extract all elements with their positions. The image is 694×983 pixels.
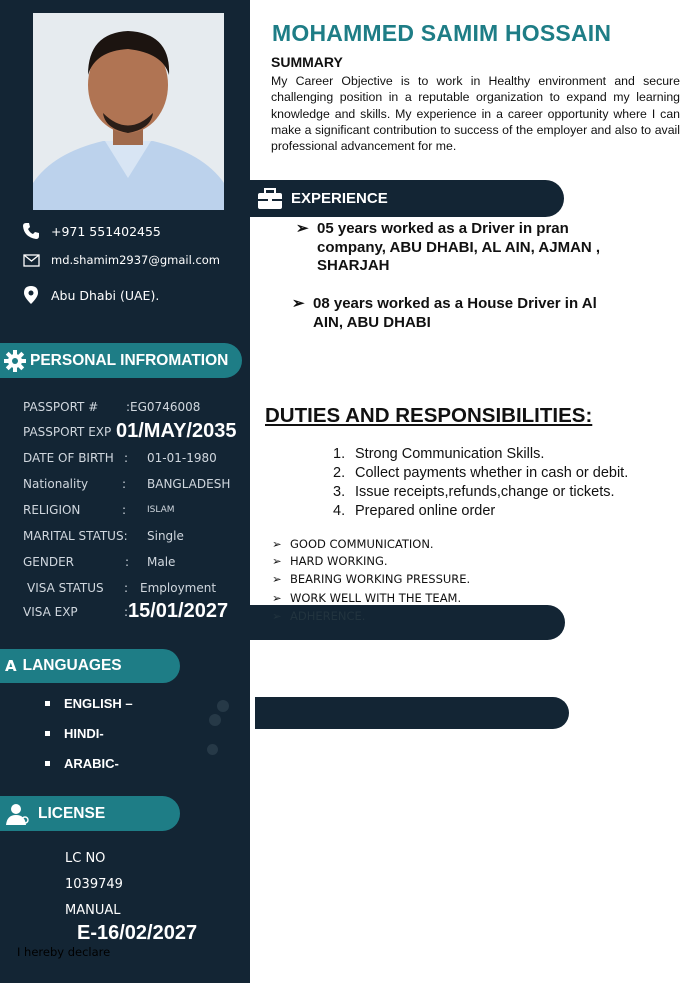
dob-value: 01-01-1980 bbox=[147, 451, 217, 465]
arrow-bullet-icon: ➢ bbox=[272, 591, 282, 605]
duty-item: 3. Issue receipts,refunds,change or tickets. bbox=[333, 484, 615, 500]
profile-photo bbox=[33, 13, 224, 210]
arrow-bullet-icon: ➢ bbox=[272, 537, 282, 551]
dark-bar bbox=[255, 697, 569, 729]
language-label: HINDI- bbox=[64, 726, 104, 741]
bullet-icon bbox=[45, 701, 50, 706]
personal-info-heading bbox=[0, 343, 242, 378]
license-type: MANUAL bbox=[65, 903, 121, 918]
visa-status-row bbox=[23, 581, 248, 601]
visa-status-label: VISA STATUS bbox=[27, 581, 104, 595]
marital-label: MARITAL STATUS: bbox=[23, 529, 128, 543]
separator: : bbox=[124, 581, 129, 595]
person-photo-icon bbox=[33, 13, 224, 210]
language-item bbox=[45, 696, 133, 711]
arrow-bullet-icon: ➢ bbox=[272, 609, 282, 623]
skill-text: GOOD COMMUNICATION. bbox=[290, 537, 434, 551]
passport-exp-value: 01/MAY/2035 bbox=[116, 420, 237, 442]
skill-text: WORK WELL WITH THE TEAM. bbox=[290, 591, 462, 605]
gear-icon bbox=[3, 349, 27, 373]
nationality-row bbox=[23, 477, 248, 497]
skill-item bbox=[272, 572, 470, 586]
skill-item bbox=[272, 554, 388, 568]
experience-text: 08 years worked as a House Driver in Al AIN, ABU DHABI bbox=[313, 295, 597, 331]
duty-text: Strong Communication Skills. bbox=[355, 446, 545, 462]
visa-exp-value: 15/01/2027 bbox=[128, 600, 229, 622]
location-pin-icon bbox=[20, 286, 42, 304]
arrow-bullet-icon: ➢ bbox=[272, 572, 282, 586]
experience-heading bbox=[250, 180, 564, 217]
email-address[interactable]: md.shamim2937@gmail.com bbox=[51, 253, 221, 267]
visa-exp-label: VISA EXP bbox=[23, 605, 78, 619]
nationality-value: BANGLADESH bbox=[147, 477, 231, 491]
duty-text: Issue receipts,refunds,change or tickets. bbox=[355, 484, 615, 500]
separator: : bbox=[125, 555, 130, 569]
decorative-dots bbox=[205, 700, 245, 760]
experience-text: 05 years worked as a Driver in pran company, ABU DHABI, AL AIN, AJMAN , SHARJAH bbox=[317, 220, 601, 274]
duties-heading: DUTIES AND RESPONSIBILITIES: bbox=[265, 404, 593, 427]
religion-value: ISLAM bbox=[147, 505, 175, 515]
separator: : bbox=[122, 503, 127, 517]
declaration-text: I hereby declare bbox=[17, 945, 111, 959]
language-item bbox=[45, 726, 104, 741]
license-title: LICENSE bbox=[38, 804, 106, 822]
arrow-bullet-icon: ➢ bbox=[292, 295, 305, 312]
passport-label: PASSPORT # bbox=[23, 400, 99, 414]
summary-heading: SUMMARY bbox=[271, 54, 343, 70]
gender-row bbox=[23, 555, 248, 575]
language-item bbox=[45, 756, 119, 771]
marital-row bbox=[23, 529, 248, 549]
email-row bbox=[20, 253, 220, 267]
religion-row bbox=[23, 503, 248, 523]
briefcase-icon bbox=[257, 188, 283, 210]
language-label: ARABIC- bbox=[64, 756, 119, 771]
duty-item: 4. Prepared online order bbox=[333, 503, 496, 519]
skill-text: ADHERENCE. bbox=[290, 609, 366, 623]
language-icon: A bbox=[5, 657, 17, 675]
marital-value: Single bbox=[147, 529, 184, 543]
license-number: 1039749 bbox=[65, 877, 123, 892]
skill-item bbox=[272, 537, 434, 551]
passport-exp-row bbox=[23, 420, 248, 445]
separator: : bbox=[122, 477, 127, 491]
license-expiry: E-16/02/2027 bbox=[77, 922, 198, 944]
license-number-label: LC NO bbox=[65, 851, 106, 866]
personal-info-title: PERSONAL INFROMATION bbox=[30, 351, 229, 369]
envelope-icon bbox=[20, 254, 42, 267]
gender-value: Male bbox=[147, 555, 176, 569]
passport-row bbox=[23, 400, 248, 420]
religion-label: RELIGION bbox=[23, 503, 81, 517]
skill-item bbox=[272, 609, 365, 623]
nationality-label: Nationality bbox=[23, 477, 89, 491]
passport-value: :EG0746008 bbox=[126, 400, 201, 414]
arrow-bullet-icon: ➢ bbox=[296, 220, 309, 237]
skill-text: HARD WORKING. bbox=[290, 554, 388, 568]
license-heading bbox=[0, 796, 180, 831]
duty-item: 2. Collect payments whether in cash or debit. bbox=[333, 465, 629, 481]
skill-item bbox=[272, 591, 461, 605]
skill-text: BEARING WORKING PRESSURE. bbox=[290, 572, 471, 586]
arrow-bullet-icon: ➢ bbox=[272, 554, 282, 568]
dob-label: DATE OF BIRTH bbox=[23, 451, 114, 465]
phone-row bbox=[20, 222, 161, 240]
summary-text: My Career Objective is to work in Healthy environment and secure challenging position in a reputable organization to expand my learning knowledge and skills. My experience in a career opportunity where I can make a significant contribution to success of the employer and also to avail professional advancement for me. bbox=[271, 74, 680, 154]
dob-row bbox=[23, 451, 248, 471]
bullet-icon bbox=[45, 761, 50, 766]
location-row bbox=[20, 286, 159, 304]
passport-exp-label: PASSPORT EXP bbox=[23, 425, 112, 439]
visa-exp-row bbox=[23, 600, 248, 625]
separator: : bbox=[124, 605, 129, 619]
languages-heading bbox=[0, 649, 180, 683]
gender-label: GENDER bbox=[23, 555, 75, 569]
phone-number[interactable]: +971 551402455 bbox=[51, 223, 161, 239]
duty-text: Prepared online order bbox=[355, 503, 496, 519]
bullet-icon bbox=[45, 731, 50, 736]
languages-title: LANGUAGES bbox=[22, 657, 122, 674]
duty-text: Collect payments whether in cash or debit. bbox=[355, 465, 629, 481]
separator: : bbox=[124, 451, 129, 465]
language-label: ENGLISH – bbox=[64, 696, 133, 711]
candidate-name: MOHAMMED SAMIM HOSSAIN bbox=[272, 20, 612, 46]
visa-status-value: Employment bbox=[140, 581, 217, 595]
experience-title: EXPERIENCE bbox=[291, 190, 388, 207]
duty-item: 1. Strong Communication Skills. bbox=[333, 446, 545, 462]
person-license-icon bbox=[6, 803, 30, 825]
location-text: Abu Dhabi (UAE). bbox=[51, 287, 160, 303]
phone-icon bbox=[20, 222, 42, 240]
